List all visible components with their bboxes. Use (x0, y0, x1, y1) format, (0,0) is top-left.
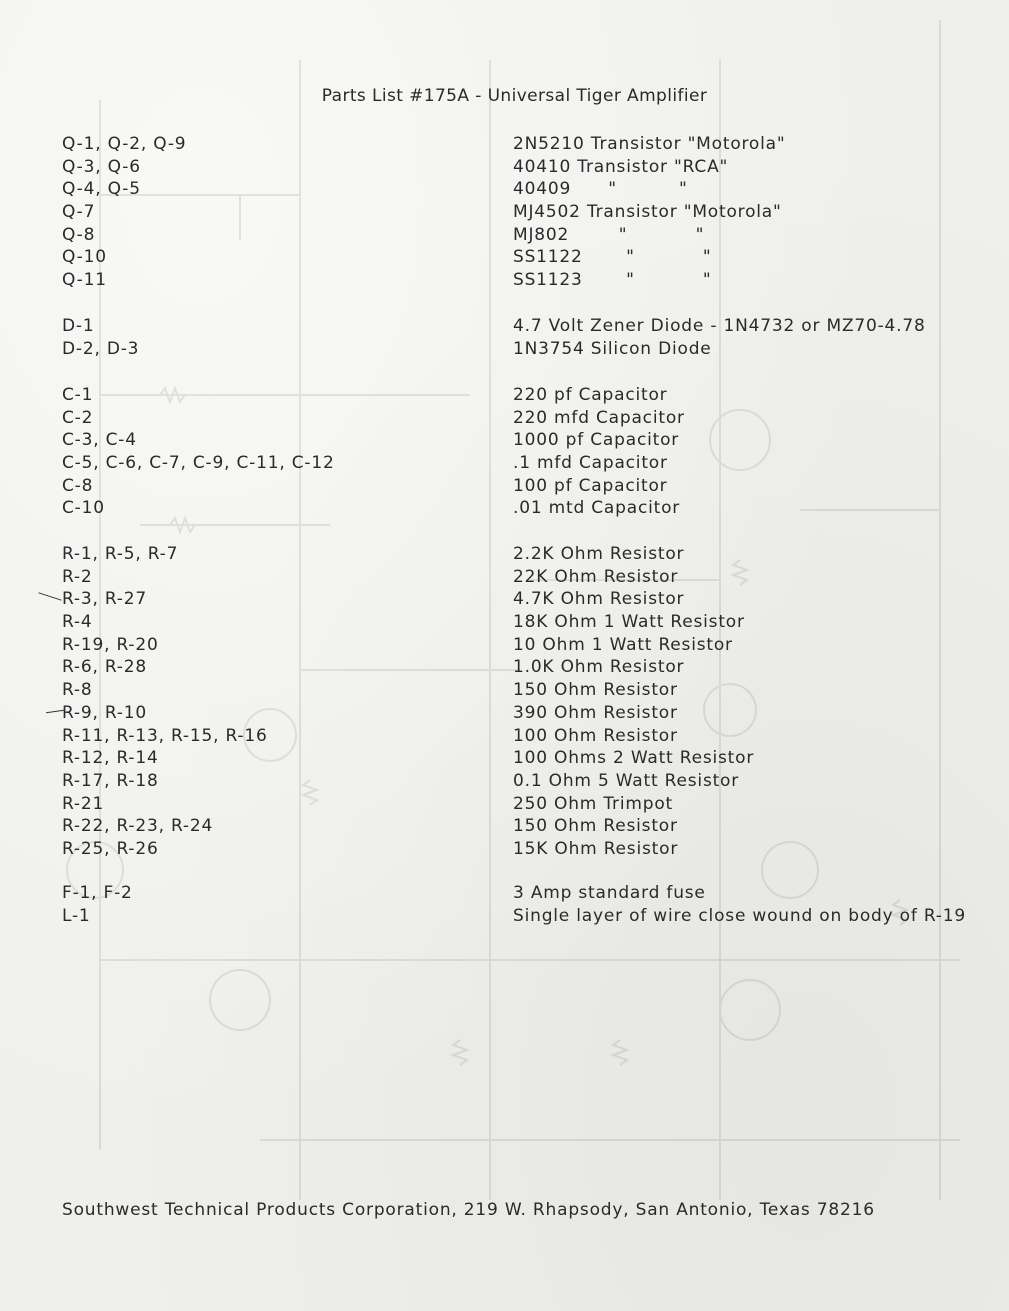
part-ref: Q-1, Q-2, Q-9 (62, 134, 187, 154)
part-ref: R-6, R-28 (62, 657, 147, 678)
part-desc: 220 mfd Capacitor (513, 407, 685, 428)
part-row (0, 475, 1009, 498)
company-address-footer: Southwest Technical Products Corporation, 219 W. Rhapsody, San Antonio, Texas 78216 (62, 1200, 875, 1220)
part-desc: 220 pf Capacitor (513, 385, 668, 405)
part-row (0, 634, 1009, 657)
part-desc: 250 Ohm Trimpot (513, 793, 673, 814)
part-desc: SS1122 " " (513, 247, 712, 268)
part-row (0, 838, 1009, 861)
part-desc: 2.2K Ohm Resistor (513, 544, 685, 564)
part-row (0, 702, 1009, 725)
part-desc: MJ802 " " (513, 224, 705, 245)
part-row (0, 815, 1009, 838)
part-row (0, 725, 1009, 748)
part-row (0, 588, 1009, 611)
capacitor-group (0, 384, 1009, 520)
part-ref: R-22, R-23, R-24 (62, 816, 214, 837)
part-ref: D-2, D-3 (62, 338, 140, 359)
part-row (0, 497, 1009, 520)
part-row (0, 201, 1009, 224)
part-desc: 1000 pf Capacitor (513, 430, 680, 451)
part-desc: 4.7 Volt Zener Diode - 1N4732 or MZ70-4.78 (513, 316, 926, 336)
part-ref: Q-7 (62, 202, 96, 223)
part-ref: R-17, R-18 (62, 770, 159, 791)
part-row (0, 407, 1009, 430)
part-row (0, 133, 1009, 156)
part-ref: R-2 (62, 566, 93, 587)
part-ref: C-1 (62, 385, 94, 405)
part-desc: 2N5210 Transistor "Motorola" (513, 134, 786, 154)
part-ref: C-2 (62, 407, 94, 428)
part-ref: R-8 (62, 680, 93, 701)
part-desc: 1N3754 Silicon Diode (513, 338, 712, 359)
part-desc: 100 pf Capacitor (513, 475, 668, 496)
part-row (0, 793, 1009, 816)
part-desc: 390 Ohm Resistor (513, 702, 678, 723)
part-row (0, 656, 1009, 679)
part-desc: 22K Ohm Resistor (513, 566, 679, 587)
part-row (0, 882, 1009, 905)
part-desc: 10 Ohm 1 Watt Resistor (513, 634, 733, 655)
part-row (0, 905, 1009, 928)
part-row (0, 338, 1009, 361)
part-desc: 40410 Transistor "RCA" (513, 156, 729, 177)
part-desc: 4.7K Ohm Resistor (513, 589, 685, 610)
part-ref: C-5, C-6, C-7, C-9, C-11, C-12 (62, 453, 335, 474)
misc-group (0, 882, 1009, 927)
part-ref: R-25, R-26 (62, 838, 159, 859)
part-row (0, 566, 1009, 589)
part-ref: L-1 (62, 905, 91, 926)
resistor-group (0, 543, 1009, 861)
part-row (0, 543, 1009, 566)
part-desc: 18K Ohm 1 Watt Resistor (513, 612, 745, 633)
part-ref: C-3, C-4 (62, 430, 137, 451)
part-desc: SS1123 " " (513, 270, 712, 291)
part-desc: .01 mtd Capacitor (513, 498, 681, 519)
part-row (0, 429, 1009, 452)
part-ref: Q-8 (62, 224, 96, 245)
part-desc: 1.0K Ohm Resistor (513, 657, 685, 678)
part-ref: R-21 (62, 793, 105, 814)
part-desc: .1 mfd Capacitor (513, 453, 668, 474)
part-desc: 150 Ohm Resistor (513, 816, 678, 837)
part-ref: R-19, R-20 (62, 634, 159, 655)
part-row (0, 747, 1009, 770)
part-row (0, 269, 1009, 292)
part-row (0, 611, 1009, 634)
part-ref: R-4 (62, 612, 93, 633)
part-desc: MJ4502 Transistor "Motorola" (513, 202, 782, 223)
part-ref: Q-3, Q-6 (62, 156, 141, 177)
part-row (0, 679, 1009, 702)
part-ref: Q-4, Q-5 (62, 179, 141, 200)
diode-group (0, 315, 1009, 360)
part-row (0, 384, 1009, 407)
part-row (0, 452, 1009, 475)
part-desc: 100 Ohms 2 Watt Resistor (513, 748, 755, 769)
part-row (0, 156, 1009, 179)
part-ref: R-12, R-14 (62, 748, 159, 769)
part-desc: 100 Ohm Resistor (513, 725, 678, 746)
part-desc: 40409 " " (513, 179, 688, 200)
part-desc: 15K Ohm Resistor (513, 838, 679, 859)
part-ref: C-10 (62, 498, 105, 519)
part-row (0, 770, 1009, 793)
part-ref: F-1, F-2 (62, 883, 133, 903)
transistor-group (0, 133, 1009, 292)
part-ref: C-8 (62, 475, 94, 496)
part-ref: R-11, R-13, R-15, R-16 (62, 725, 268, 746)
part-desc: 0.1 Ohm 5 Watt Resistor (513, 770, 740, 791)
part-ref: R-3, R-27 (62, 589, 147, 610)
part-row (0, 246, 1009, 269)
page-title: Parts List #175A - Universal Tiger Amplifier (321, 86, 708, 106)
part-row (0, 224, 1009, 247)
part-ref: D-1 (62, 316, 95, 336)
part-desc: Single layer of wire close wound on body of R-19 (513, 905, 966, 926)
part-ref: R-9, R-10 (62, 702, 147, 723)
part-ref: Q-10 (62, 247, 107, 268)
part-ref: Q-11 (62, 270, 107, 291)
part-row (0, 178, 1009, 201)
part-desc: 3 Amp standard fuse (513, 883, 706, 903)
part-desc: 150 Ohm Resistor (513, 680, 678, 701)
part-row (0, 315, 1009, 338)
part-ref: R-1, R-5, R-7 (62, 544, 179, 564)
